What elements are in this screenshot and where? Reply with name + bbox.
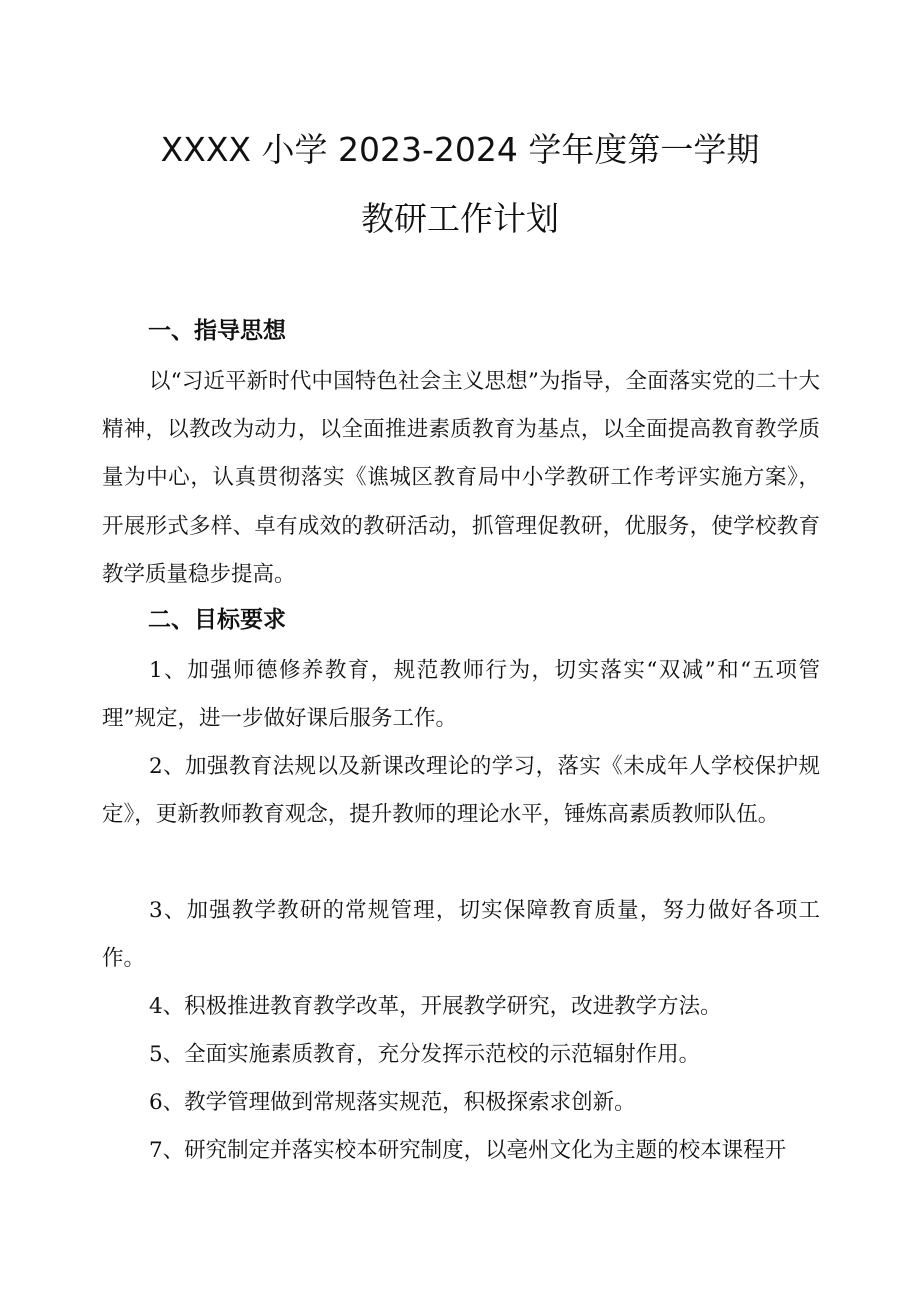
goal-item-4: 4、积极推进教育教学改革，开展教学研究，改进教学方法。 (149, 994, 722, 1019)
paragraph-guiding-ideology: 以“习近平新时代中国特色社会主义思想”为指导，全面落实党的二十大精神，以教改为动力，以全面推进素质教育为基点，以全面提高教育教学质量为中心，认真贯彻落实《谯城区教育局中小学教研工作考评实施方案》，开展形式多样、卓有成效的教研活动，抓管理促教研，优服务，使学校教育教学质量稳步提高。 (102, 369, 820, 587)
section-heading-goals: 二、目标要求 (148, 607, 286, 633)
goal-item-6: 6、教学管理做到常规落实规范，积极探索求创新。 (149, 1090, 636, 1115)
goal-item-2: 2、加强教育法规以及新课改理论的学习，落实《未成年人学校保护规定》，更新教师教育观念，提升教师的理论水平，锤炼高素质教师队伍。 (102, 754, 820, 828)
goal-item-5: 5、全面实施素质教育，充分发挥示范校的示范辐射作用。 (149, 1042, 701, 1067)
goal-item-1: 1、加强师德修养教育，规范教师行为，切实落实“双减”和“五项管理”规定，进一步做好课后服务工作。 (102, 658, 820, 732)
document-title-line-1: XXXX 小学 2023-2024 学年度第一学期 (160, 130, 760, 169)
goal-item-7: 7、研究制定并落实校本研究制度，以亳州文化为主题的校本课程开 (149, 1138, 787, 1163)
section-heading-guiding-ideology: 一、指导思想 (148, 318, 286, 344)
goal-item-3: 3、加强教学教研的常规管理，切实保障教育质量，努力做好各项工作。 (102, 898, 820, 972)
document-title-line-2: 教研工作计划 (361, 199, 559, 238)
